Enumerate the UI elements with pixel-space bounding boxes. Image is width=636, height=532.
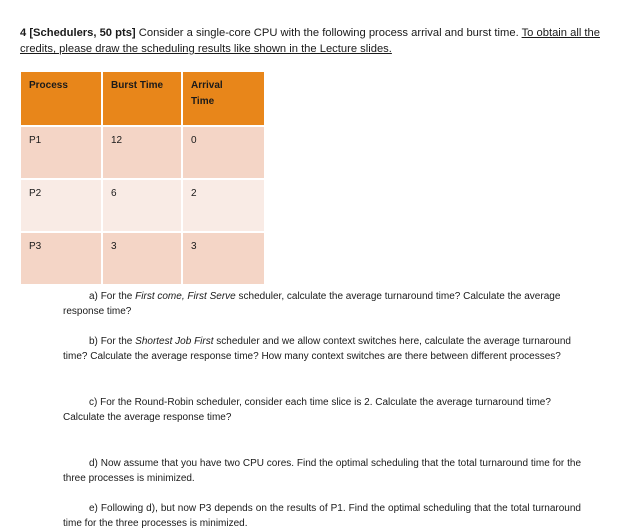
header-arrival-time: Arrival Time: [183, 72, 264, 125]
fcfs-term: First come, First Serve: [135, 291, 236, 302]
cell-arrival-time: 3: [183, 233, 264, 284]
header-burst-time: Burst Time: [103, 72, 183, 125]
cell-arrival-time: 2: [183, 180, 264, 231]
table-row: [21, 180, 264, 231]
cell-burst-time: 12: [103, 127, 183, 178]
table-header-row: [21, 72, 264, 125]
cell-process: P3: [21, 233, 103, 284]
question-intro: Consider a single-core CPU with the following process arrival and burst time.: [135, 27, 522, 39]
question-e-label: e): [89, 503, 98, 514]
question-b-label: b): [89, 336, 98, 347]
question-heading: [20, 25, 600, 57]
question-a: a) For the First come, First Serve scheduler, calculate the average turnaround time? Calculate the average response time?: [63, 291, 561, 317]
question-c-label: c): [89, 397, 98, 408]
cell-burst-time: 3: [103, 233, 183, 284]
question-e: e) Following d), but now P3 depends on the results of P1. Find the optimal scheduling that the total turnaround time for the three processes is minimized.: [63, 503, 581, 529]
cell-burst-time: 6: [103, 180, 183, 231]
cell-process: P1: [21, 127, 103, 178]
header-process: Process: [21, 72, 103, 125]
cell-arrival-time: 0: [183, 127, 264, 178]
table-row: [21, 127, 264, 178]
question-c: c) For the Round-Robin scheduler, consider each time slice is 2. Calculate the average turnaround time? Calculate the average response time?: [63, 397, 551, 423]
credits-instruction: To obtain all the credits, please draw the scheduling results like shown in the Lecture slides.: [20, 27, 600, 55]
question-d-label: d): [89, 458, 98, 469]
process-table: [21, 70, 264, 286]
question-d: d) Now assume that you have two CPU cores. Find the optimal scheduling that the total turnaround time for the three processes is minimized.: [63, 458, 582, 484]
question-b: b) For the Shortest Job First scheduler and we allow context switches here, calculate the average turnaround time? Calculate the average response time? How many context switches are there between different processes?: [63, 336, 571, 362]
question-number: 4 [Schedulers, 50 pts]: [20, 27, 136, 39]
cell-process: P2: [21, 180, 103, 231]
sjf-term: Shortest Job First: [135, 336, 214, 347]
table-row: [21, 233, 264, 284]
question-a-label: a): [89, 291, 98, 302]
